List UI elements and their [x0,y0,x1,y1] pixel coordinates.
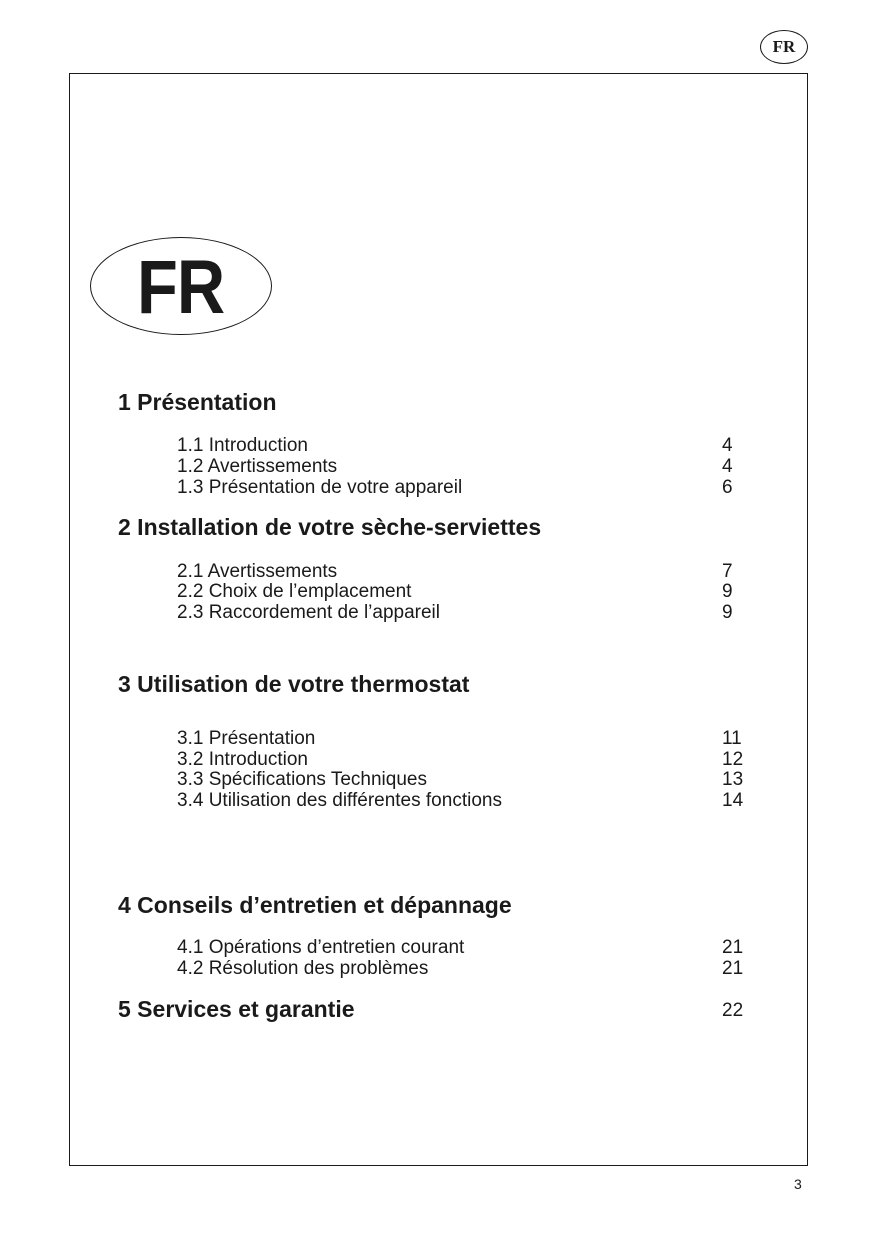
language-badge-corner [760,30,808,64]
toc-entry-page: 13 [722,769,744,790]
toc-entry[interactable] [177,769,747,790]
toc-entry-label: 1.3 Présentation de votre appareil [177,477,463,498]
toc-entry-label: 3.4 Utilisation des différentes fonctions [177,790,502,811]
toc-entry-page: 4 [722,456,733,477]
toc-entry-page: 14 [722,790,744,811]
toc-entry-label: 3.1 Présentation [177,728,316,749]
toc-entry-page: 11 [722,728,742,749]
toc-entry-label: 3.3 Spécifications Techniques [177,769,427,790]
language-badge-large [90,237,272,335]
toc-entry-page: 21 [722,958,744,979]
toc-entry-label: 2.1 Avertissements [177,561,338,582]
toc-entry[interactable] [177,561,747,582]
toc-entry[interactable] [177,477,747,498]
toc-entry[interactable] [177,728,747,749]
toc-entry-label: 2.2 Choix de l’emplacement [177,581,412,602]
toc-section-title[interactable]: 2 Installation de votre sèche-serviettes [118,514,542,540]
page-number: 3 [794,1176,802,1192]
toc-section-title[interactable]: 4 Conseils d’entretien et dépannage [118,892,512,918]
language-badge-large-text: FR [137,244,225,330]
toc-section-page: 22 [722,1000,744,1021]
toc-entry-page: 21 [722,937,744,958]
toc-entry-page: 9 [722,602,733,623]
toc-entry-label: 2.3 Raccordement de l’appareil [177,602,440,623]
toc-entry-label: 3.2 Introduction [177,749,308,770]
toc-entry-page: 4 [722,435,733,456]
toc-entry[interactable] [177,435,747,456]
toc-entry-label: 1.2 Avertissements [177,456,338,477]
toc-entry[interactable] [177,749,747,770]
toc-entry-page: 9 [722,581,733,602]
toc-entry-label: 4.1 Opérations d’entretien courant [177,937,465,958]
language-badge-corner-text: FR [772,37,796,56]
toc-entry[interactable] [177,937,747,958]
toc-section-title[interactable]: 1 Présentation [118,389,277,415]
toc-entry[interactable] [177,581,747,602]
toc-entry[interactable] [177,456,747,477]
toc-entry-page: 7 [722,561,733,582]
toc-entry-page: 6 [722,477,733,498]
toc-entry[interactable] [177,602,747,623]
toc-entry-page: 12 [722,749,744,770]
toc-section-title[interactable]: 3 Utilisation de votre thermostat [118,671,470,697]
toc-entry-label: 4.2 Résolution des problèmes [177,958,429,979]
toc-entry[interactable] [177,790,747,811]
toc-entry-label: 1.1 Introduction [177,435,308,456]
toc-section-title[interactable]: 5 Services et garantie [118,996,355,1022]
toc-entry[interactable] [177,958,747,979]
